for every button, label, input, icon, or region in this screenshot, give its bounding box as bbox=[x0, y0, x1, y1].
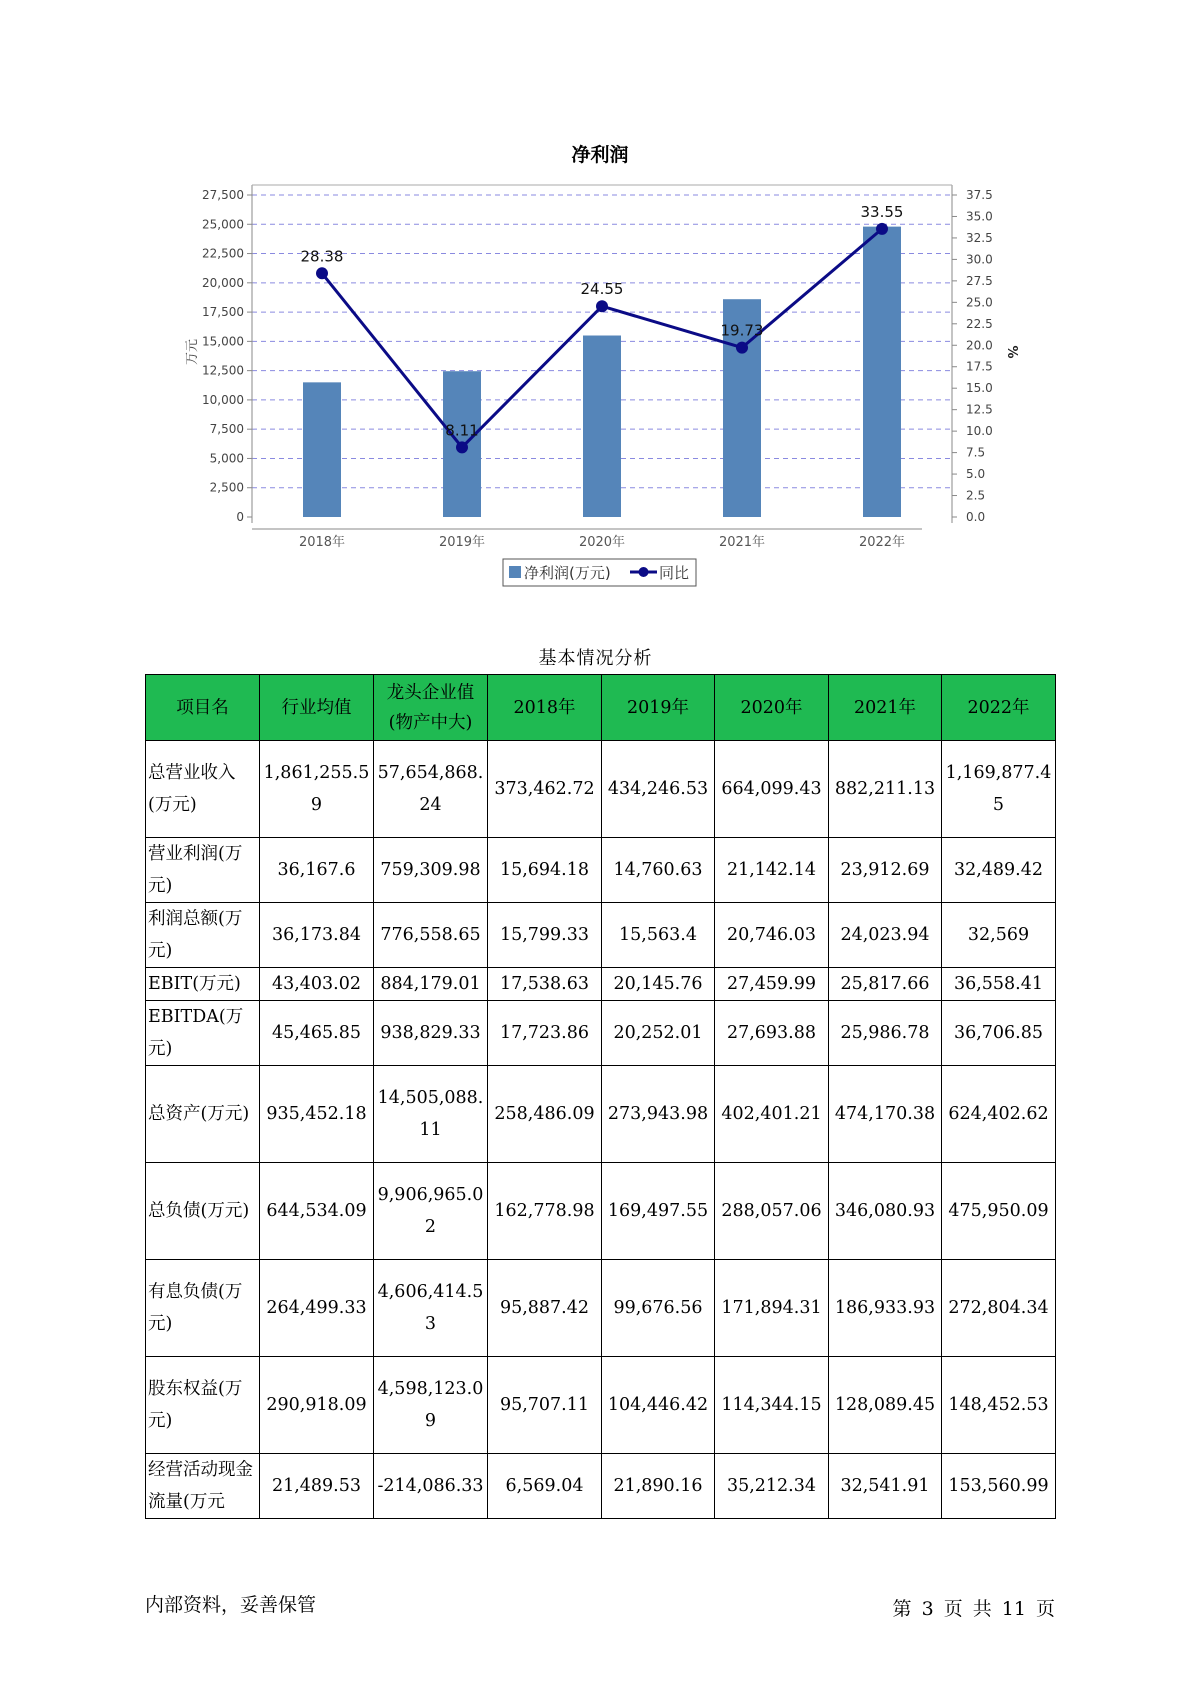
bar-2020年 bbox=[583, 336, 621, 517]
chart-title: 净利润 bbox=[571, 144, 629, 166]
value-cell: 884,179.01 bbox=[374, 968, 488, 1001]
value-cell: 25,817.66 bbox=[829, 968, 942, 1001]
table-row bbox=[146, 1001, 1056, 1066]
header-cell: 龙头企业值(物产中大) bbox=[374, 675, 488, 741]
header-cell: 2020年 bbox=[715, 675, 829, 741]
y2-tick-label: 17.5 bbox=[966, 359, 993, 374]
value-cell: 99,676.56 bbox=[602, 1260, 715, 1357]
yoy-data-label: 33.55 bbox=[860, 202, 904, 221]
table-header-row bbox=[146, 675, 1056, 741]
x-tick-label: 2021年 bbox=[718, 535, 766, 550]
legend-bar-label: 净利润(万元) bbox=[524, 564, 611, 582]
chart-legend bbox=[503, 559, 696, 586]
yoy-point bbox=[316, 267, 328, 279]
y-axis-label: 万元 bbox=[185, 338, 200, 366]
row-label-cell: 有息负债(万元) bbox=[146, 1260, 260, 1357]
y2-tick-label: 15.0 bbox=[966, 381, 993, 396]
x-tick-label: 2018年 bbox=[298, 535, 346, 550]
value-cell: 35,212.34 bbox=[715, 1454, 829, 1519]
value-cell: 171,894.31 bbox=[715, 1260, 829, 1357]
basic-analysis-table bbox=[145, 674, 1056, 1519]
value-cell: 475,950.09 bbox=[942, 1163, 1056, 1260]
header-cell: 行业均值 bbox=[260, 675, 374, 741]
value-cell: 43,403.02 bbox=[260, 968, 374, 1001]
value-cell: 27,693.88 bbox=[715, 1001, 829, 1066]
header-cell: 2021年 bbox=[829, 675, 942, 741]
value-cell: 24,023.94 bbox=[829, 903, 942, 968]
header-cell: 项目名 bbox=[146, 675, 260, 741]
value-cell: 14,505,088.11 bbox=[374, 1066, 488, 1163]
value-cell: 664,099.43 bbox=[715, 741, 829, 838]
table-row bbox=[146, 1163, 1056, 1260]
value-cell: 644,534.09 bbox=[260, 1163, 374, 1260]
value-cell: 45,465.85 bbox=[260, 1001, 374, 1066]
value-cell: 15,694.18 bbox=[488, 838, 602, 903]
value-cell: 17,538.63 bbox=[488, 968, 602, 1001]
value-cell: 36,167.6 bbox=[260, 838, 374, 903]
value-cell: 153,560.99 bbox=[942, 1454, 1056, 1519]
y-tick-label: 15,000 bbox=[202, 334, 244, 349]
footer-page-number: 第 3 页 共 11 页 bbox=[892, 1598, 1055, 1620]
table-row bbox=[146, 903, 1056, 968]
value-cell: 32,541.91 bbox=[829, 1454, 942, 1519]
value-cell: 36,706.85 bbox=[942, 1001, 1056, 1066]
value-cell: 114,344.15 bbox=[715, 1357, 829, 1454]
value-cell: 21,890.16 bbox=[602, 1454, 715, 1519]
value-cell: 1,861,255.59 bbox=[260, 741, 374, 838]
value-cell: 148,452.53 bbox=[942, 1357, 1056, 1454]
legend-line-label: 同比 bbox=[659, 564, 690, 582]
value-cell: 21,142.14 bbox=[715, 838, 829, 903]
value-cell: 20,746.03 bbox=[715, 903, 829, 968]
value-cell: 258,486.09 bbox=[488, 1066, 602, 1163]
value-cell: 882,211.13 bbox=[829, 741, 942, 838]
table-row bbox=[146, 741, 1056, 838]
row-label-cell: 利润总额(万元) bbox=[146, 903, 260, 968]
net-profit-chart bbox=[0, 0, 1191, 600]
yoy-point bbox=[876, 223, 888, 235]
y-tick-label: 5,000 bbox=[209, 451, 244, 466]
yoy-point bbox=[596, 300, 608, 312]
y-tick-label: 7,500 bbox=[209, 422, 244, 437]
value-cell: 346,080.93 bbox=[829, 1163, 942, 1260]
value-cell: 95,707.11 bbox=[488, 1357, 602, 1454]
value-cell: 776,558.65 bbox=[374, 903, 488, 968]
y2-tick-label: 37.5 bbox=[966, 188, 993, 202]
value-cell: 162,778.98 bbox=[488, 1163, 602, 1260]
value-cell: 36,173.84 bbox=[260, 903, 374, 968]
value-cell: 21,489.53 bbox=[260, 1454, 374, 1519]
row-label-cell: 总营业收入(万元) bbox=[146, 741, 260, 838]
value-cell: 169,497.55 bbox=[602, 1163, 715, 1260]
table-caption: 基本情况分析 bbox=[538, 648, 653, 669]
value-cell: 17,723.86 bbox=[488, 1001, 602, 1066]
value-cell: 27,459.99 bbox=[715, 968, 829, 1001]
yoy-data-label: 28.38 bbox=[300, 247, 344, 266]
value-cell: 273,943.98 bbox=[602, 1066, 715, 1163]
value-cell: 32,569 bbox=[942, 903, 1056, 968]
y2-tick-label: 27.5 bbox=[966, 273, 993, 288]
y-tick-label: 0 bbox=[236, 510, 244, 524]
value-cell: -214,086.33 bbox=[374, 1454, 488, 1519]
row-label-cell: 股东权益(万元) bbox=[146, 1357, 260, 1454]
yoy-point bbox=[456, 441, 468, 453]
table-row bbox=[146, 1260, 1056, 1357]
x-tick-label: 2022年 bbox=[858, 535, 906, 550]
value-cell: 15,563.4 bbox=[602, 903, 715, 968]
bar-series bbox=[300, 227, 901, 517]
header-cell: 2018年 bbox=[488, 675, 602, 741]
yoy-point bbox=[736, 342, 748, 354]
y2-tick-label: 10.0 bbox=[966, 424, 993, 439]
value-cell: 4,598,123.09 bbox=[374, 1357, 488, 1454]
value-cell: 373,462.72 bbox=[488, 741, 602, 838]
y-tick-label: 27,500 bbox=[202, 188, 244, 202]
value-cell: 434,246.53 bbox=[602, 741, 715, 838]
header-cell: 2022年 bbox=[942, 675, 1056, 741]
value-cell: 6,569.04 bbox=[488, 1454, 602, 1519]
y2-tick-label: 22.5 bbox=[966, 316, 993, 331]
y-tick-label: 12,500 bbox=[202, 363, 244, 378]
value-cell: 288,057.06 bbox=[715, 1163, 829, 1260]
value-cell: 474,170.38 bbox=[829, 1066, 942, 1163]
value-cell: 20,145.76 bbox=[602, 968, 715, 1001]
value-cell: 25,986.78 bbox=[829, 1001, 942, 1066]
value-cell: 9,906,965.02 bbox=[374, 1163, 488, 1260]
row-label-cell: EBIT(万元) bbox=[146, 968, 260, 1001]
row-label-cell: EBITDA(万元) bbox=[146, 1001, 260, 1066]
value-cell: 95,887.42 bbox=[488, 1260, 602, 1357]
y2-axis-label: % bbox=[1004, 345, 1019, 359]
y-tick-label: 10,000 bbox=[202, 392, 244, 407]
y2-tick-label: 30.0 bbox=[966, 252, 993, 267]
y-tick-label: 20,000 bbox=[202, 275, 244, 290]
value-cell: 264,499.33 bbox=[260, 1260, 374, 1357]
value-cell: 14,760.63 bbox=[602, 838, 715, 903]
row-label-cell: 总资产(万元) bbox=[146, 1066, 260, 1163]
table-row bbox=[146, 838, 1056, 903]
value-cell: 624,402.62 bbox=[942, 1066, 1056, 1163]
yoy-data-label: 8.11 bbox=[445, 421, 479, 440]
x-tick-label: 2019年 bbox=[438, 535, 486, 550]
value-cell: 32,489.42 bbox=[942, 838, 1056, 903]
y2-tick-label: 32.5 bbox=[966, 230, 993, 245]
value-cell: 15,799.33 bbox=[488, 903, 602, 968]
y-tick-label: 25,000 bbox=[202, 217, 244, 232]
value-cell: 186,933.93 bbox=[829, 1260, 942, 1357]
y-tick-label: 17,500 bbox=[202, 305, 244, 320]
value-cell: 104,446.42 bbox=[602, 1357, 715, 1454]
y-tick-label: 22,500 bbox=[202, 246, 244, 261]
value-cell: 23,912.69 bbox=[829, 838, 942, 903]
yoy-data-label: 24.55 bbox=[580, 280, 624, 299]
footer-confidential-note: 内部资料，妥善保管 bbox=[145, 1594, 317, 1616]
legend-line-marker bbox=[639, 567, 649, 577]
value-cell: 128,089.45 bbox=[829, 1357, 942, 1454]
y2-tick-label: 20.0 bbox=[966, 338, 993, 353]
yoy-data-label: 19.73 bbox=[720, 321, 764, 340]
value-cell: 20,252.01 bbox=[602, 1001, 715, 1066]
row-label-cell: 总负债(万元) bbox=[146, 1163, 260, 1260]
bar-2022年 bbox=[863, 227, 901, 517]
value-cell: 759,309.98 bbox=[374, 838, 488, 903]
y2-tick-label: 2.5 bbox=[966, 488, 986, 503]
header-cell: 2019年 bbox=[602, 675, 715, 741]
value-cell: 36,558.41 bbox=[942, 968, 1056, 1001]
y2-tick-label: 35.0 bbox=[966, 209, 993, 224]
table-row bbox=[146, 1454, 1056, 1519]
legend-bar-swatch bbox=[509, 566, 521, 578]
value-cell: 935,452.18 bbox=[260, 1066, 374, 1163]
bar-2018年 bbox=[303, 382, 341, 517]
y-tick-label: 2,500 bbox=[209, 480, 244, 495]
row-label-cell: 经营活动现金流量(万元 bbox=[146, 1454, 260, 1519]
y2-tick-label: 12.5 bbox=[966, 402, 993, 417]
x-tick-label: 2020年 bbox=[578, 535, 626, 550]
value-cell: 1,169,877.45 bbox=[942, 741, 1056, 838]
value-cell: 402,401.21 bbox=[715, 1066, 829, 1163]
value-cell: 938,829.33 bbox=[374, 1001, 488, 1066]
value-cell: 4,606,414.53 bbox=[374, 1260, 488, 1357]
value-cell: 57,654,868.24 bbox=[374, 741, 488, 838]
table-row bbox=[146, 1066, 1056, 1163]
row-label-cell: 营业利润(万元) bbox=[146, 838, 260, 903]
y2-tick-label: 5.0 bbox=[966, 467, 986, 482]
table-row bbox=[146, 1357, 1056, 1454]
y2-tick-label: 7.5 bbox=[966, 445, 986, 460]
y2-tick-label: 25.0 bbox=[966, 295, 993, 310]
value-cell: 272,804.34 bbox=[942, 1260, 1056, 1357]
value-cell: 290,918.09 bbox=[260, 1357, 374, 1454]
y2-tick-label: 0.0 bbox=[966, 510, 986, 524]
table-row bbox=[146, 968, 1056, 1001]
